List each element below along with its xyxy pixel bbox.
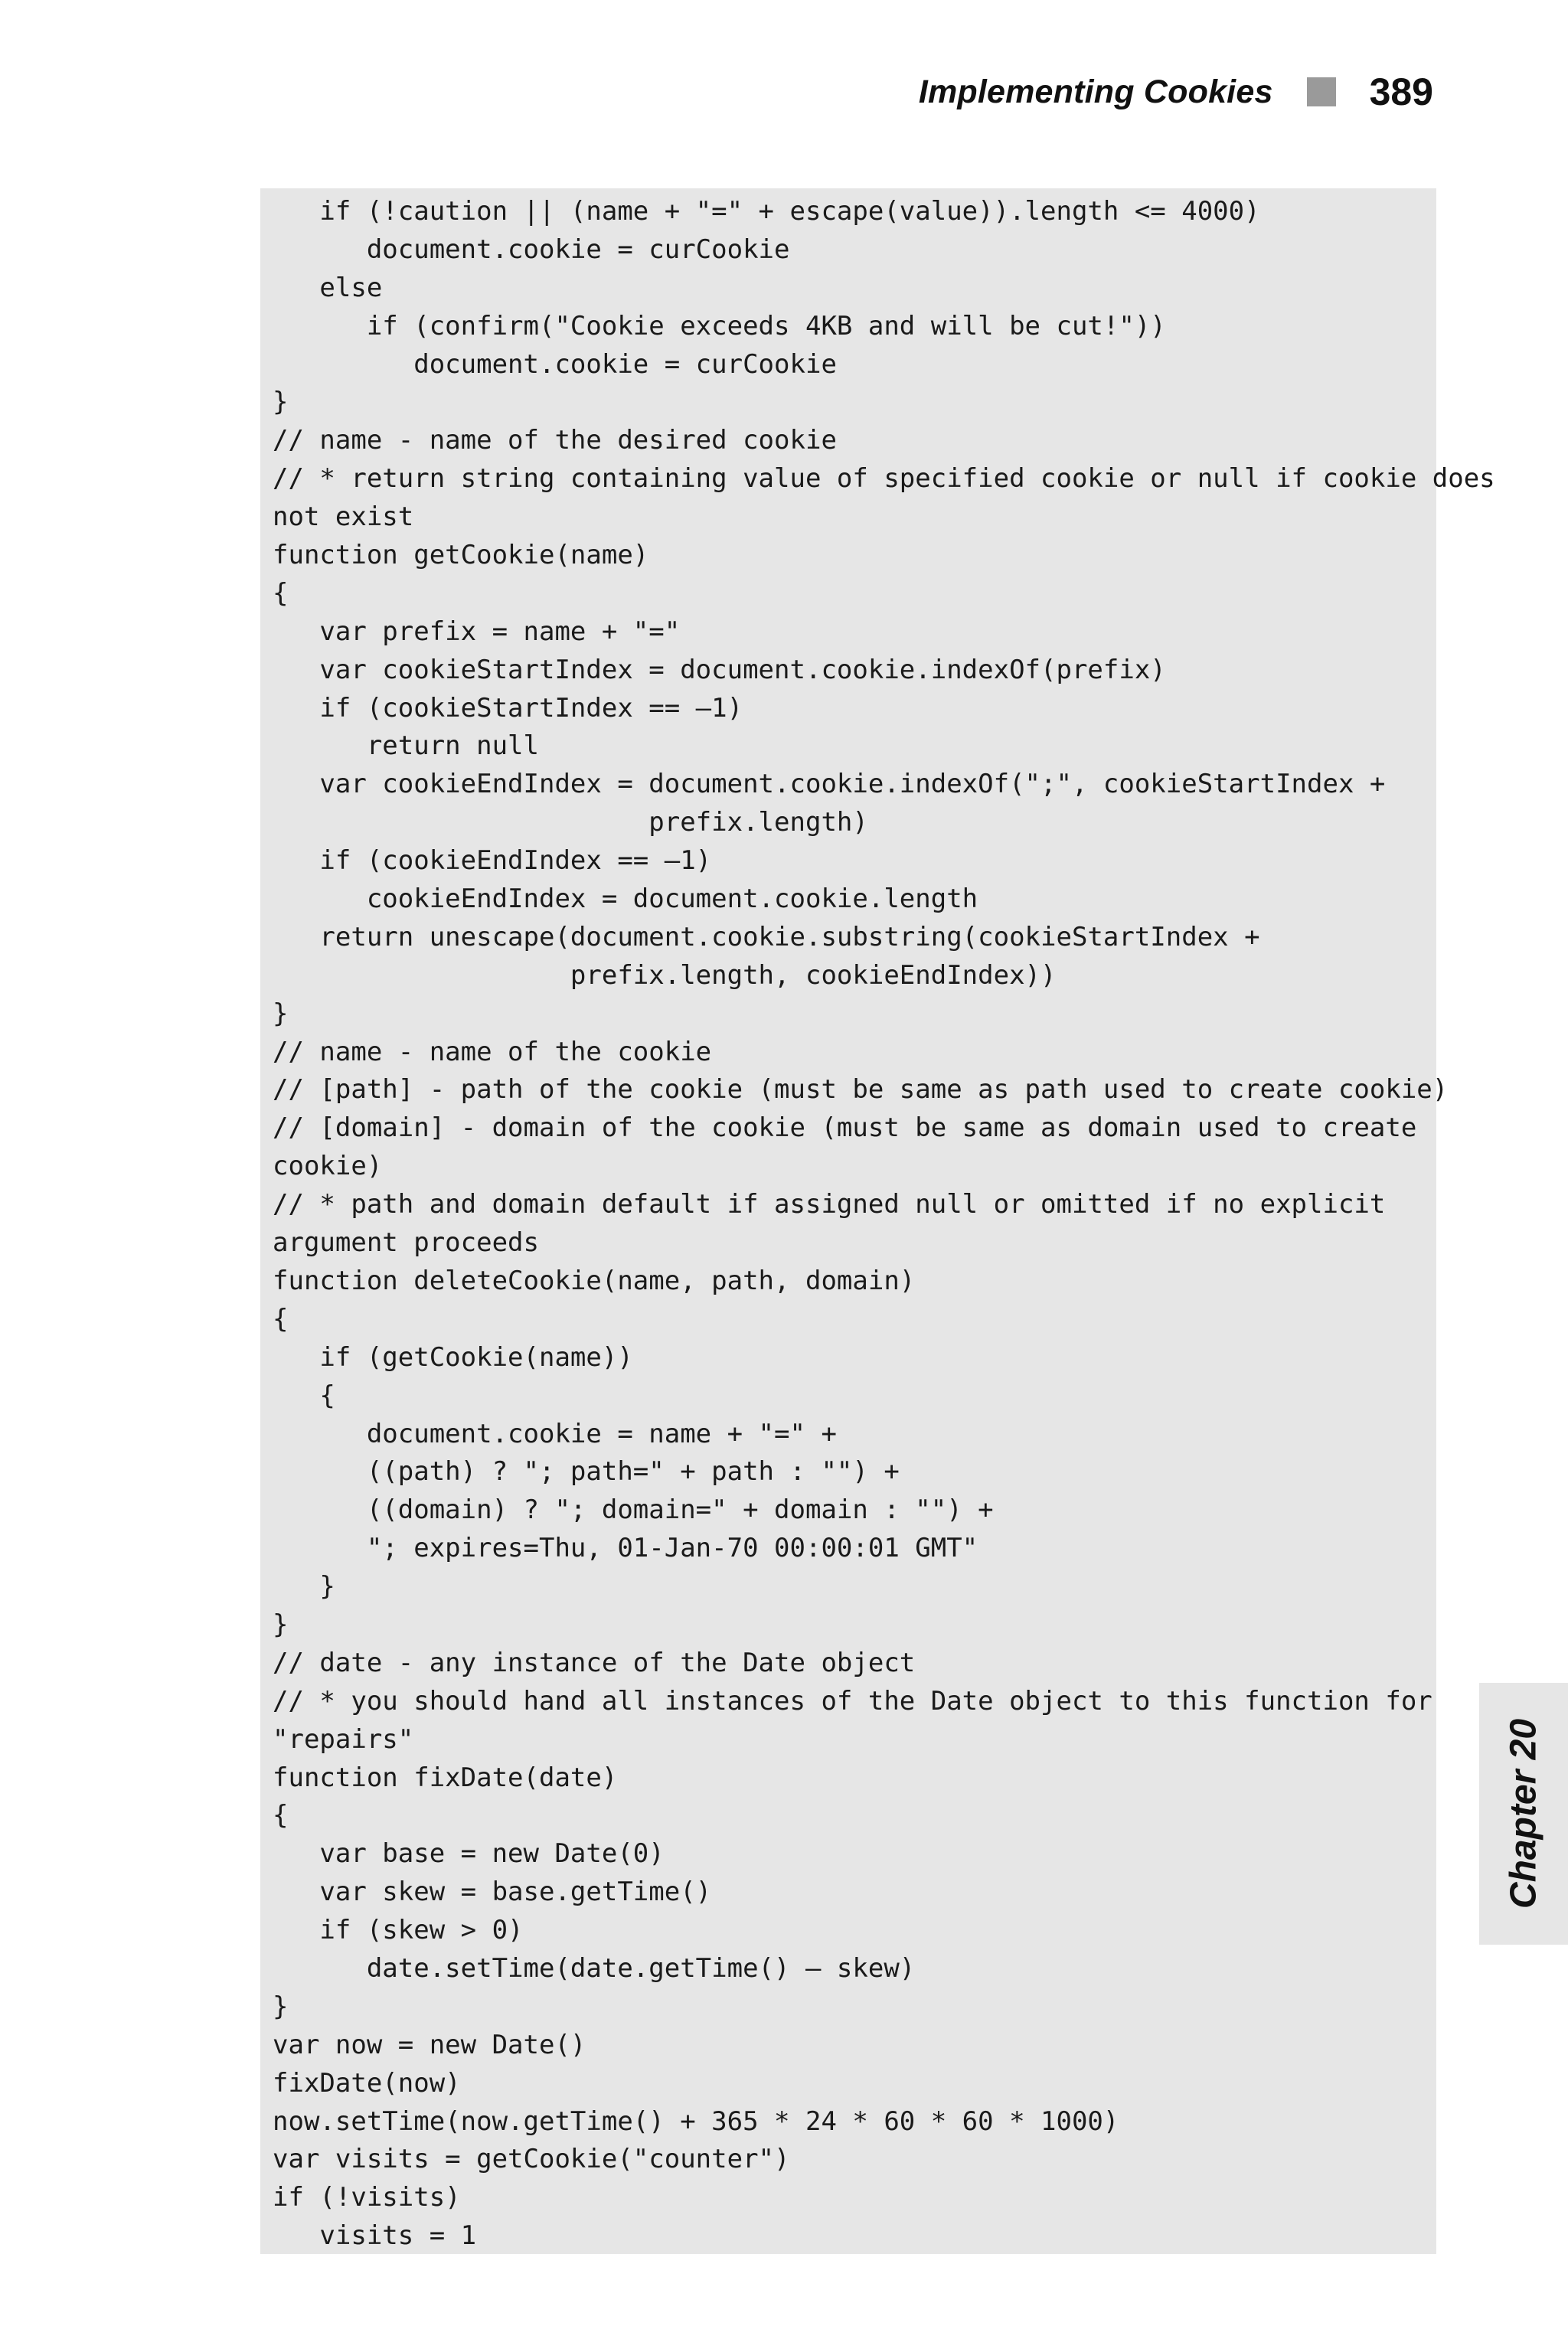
code-line: if (skew > 0)	[273, 1915, 524, 1946]
code-line: }	[273, 1991, 289, 2022]
code-line: fixDate(now)	[273, 2067, 461, 2099]
code-line: date.setTime(date.getTime() — skew)	[273, 1952, 916, 1984]
code-line: // date - any instance of the Date object	[273, 1647, 916, 1678]
code-line: var skew = base.getTime()	[273, 1877, 712, 1908]
code-line: var now = new Date()	[273, 2029, 586, 2060]
code-line: // name - name of the desired cookie	[273, 425, 837, 456]
code-line: document.cookie = curCookie	[273, 348, 837, 380]
running-header-title: Implementing Cookies	[918, 73, 1273, 110]
code-line: // * return string containing value of specified cookie or null if cookie does	[273, 463, 1495, 495]
code-line: if (getCookie(name))	[273, 1341, 633, 1373]
code-line: else	[273, 272, 383, 303]
code-line: function deleteCookie(name, path, domain)	[273, 1265, 916, 1296]
code-line: // * you should hand all instances of the Date object to this function for	[273, 1685, 1432, 1717]
code-line: if (cookieEndIndex == —1)	[273, 845, 712, 877]
chapter-tab-label: Chapter 20	[1503, 1718, 1544, 1909]
code-line: document.cookie = curCookie	[273, 234, 790, 265]
page-number: 389	[1369, 70, 1433, 113]
code-line: var base = new Date(0)	[273, 1838, 665, 1870]
code-line: {	[273, 1800, 289, 1831]
code-line: now.setTime(now.getTime() + 365 * 24 * 60 * 60 * 1000)	[273, 2105, 1119, 2137]
code-line: }	[273, 1571, 335, 1602]
code-line: // * path and domain default if assigned null or omitted if no explicit	[273, 1189, 1386, 1220]
code-line: cookieEndIndex = document.cookie.length	[273, 884, 978, 915]
code-line: visits = 1	[273, 2220, 477, 2252]
code-line: document.cookie = name + "=" +	[273, 1418, 837, 1449]
code-line: prefix.length)	[273, 807, 868, 838]
code-line: if (confirm("Cookie exceeds 4KB and will be cut!"))	[273, 310, 1166, 341]
code-line: argument proceeds	[273, 1227, 539, 1259]
code-line: prefix.length, cookieEndIndex))	[273, 959, 1057, 991]
code-line: return null	[273, 730, 539, 762]
code-line: if (cookieStartIndex == —1)	[273, 692, 743, 724]
code-line: if (!caution || (name + "=" + escape(value)).length <= 4000)	[273, 196, 1260, 227]
code-line: }	[273, 998, 289, 1029]
running-header	[919, 67, 1433, 116]
header-square-ornament	[1307, 77, 1336, 106]
chapter-tab	[1479, 1683, 1568, 1945]
code-line: cookie)	[273, 1151, 383, 1182]
code-line: return unescape(document.cookie.substring(cookieStartIndex +	[273, 921, 1260, 952]
code-line: }	[273, 1609, 289, 1640]
code-line: // name - name of the cookie	[273, 1036, 712, 1067]
code-line: "repairs"	[273, 1723, 414, 1755]
code-line: var cookieEndIndex = document.cookie.indexOf(";", cookieStartIndex +	[273, 769, 1386, 800]
code-line: var cookieStartIndex = document.cookie.indexOf(prefix)	[273, 654, 1166, 685]
code-line: {	[273, 577, 289, 609]
code-line: var visits = getCookie("counter")	[273, 2144, 790, 2175]
code-line: // [path] - path of the cookie (must be same as path used to create cookie)	[273, 1074, 1449, 1106]
code-line: {	[273, 1303, 289, 1334]
code-line: ((domain) ? "; domain=" + domain : "") +	[273, 1494, 994, 1526]
code-line: not exist	[273, 501, 414, 533]
code-line: function fixDate(date)	[273, 1762, 618, 1793]
code-listing	[260, 188, 1495, 2254]
code-line: if (!visits)	[273, 2182, 461, 2213]
code-line: var prefix = name + "="	[273, 616, 681, 647]
code-line: function getCookie(name)	[273, 540, 649, 571]
code-line: ((path) ? "; path=" + path : "") +	[273, 1456, 900, 1488]
code-line: // [domain] - domain of the cookie (must be same as domain used to create	[273, 1112, 1417, 1144]
code-line: "; expires=Thu, 01-Jan-70 00:00:01 GMT"	[273, 1533, 978, 1564]
code-line: }	[273, 387, 289, 418]
code-line: {	[273, 1380, 335, 1411]
